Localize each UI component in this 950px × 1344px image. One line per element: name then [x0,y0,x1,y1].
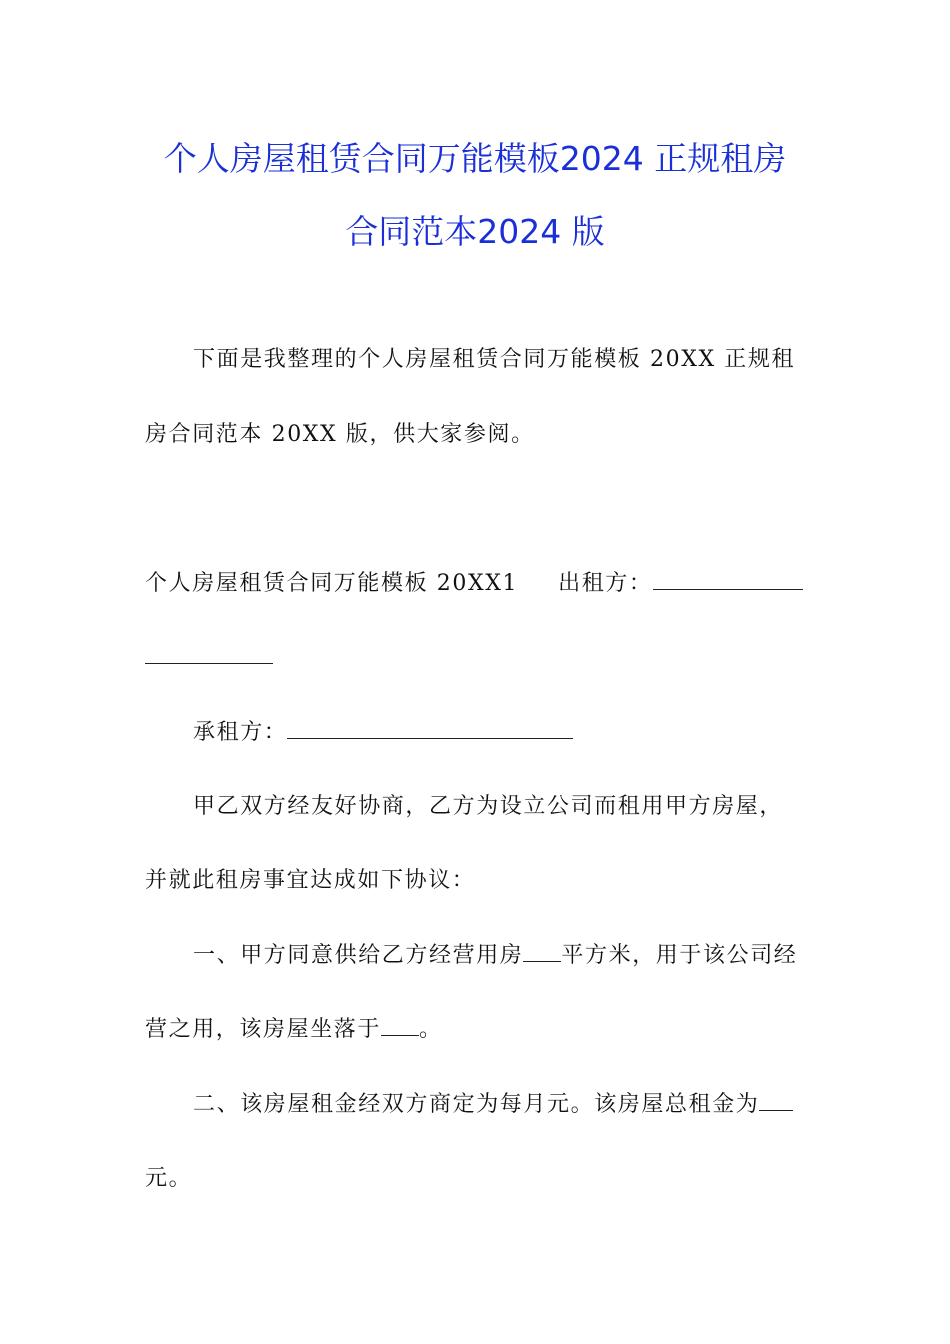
clause1-line-2 [145,1015,443,1045]
area-blank [523,941,561,962]
lessor-blank [653,569,803,590]
clause1-text-c: 营之用，该房屋坐落于 [145,1017,382,1042]
address-blank [381,1015,419,1036]
template-heading: 个人房屋租赁合同万能模板 20XX1 [145,571,519,596]
clause2-line-1 [193,1090,793,1120]
document-title-line-1: 个人房屋租赁合同万能模板2024 正规租房 [163,139,787,178]
clause2-text-a: 二、该房屋租金经双方商定为每月元。该房屋总租金为 [193,1092,760,1117]
clause1-text-d: 。 [419,1017,443,1042]
para1-line-2: 并就此租房事宜达成如下协议： [145,868,476,893]
clause2-line-2: 元。 [145,1166,193,1191]
intro-line-2: 房合同范本 20XX 版，供大家参阅。 [145,422,535,447]
lessor-blank-continued-row [145,643,273,673]
lessee-row [193,718,573,748]
lessee-label: 承租方： [193,720,288,745]
lessor-label: 出租方： [558,571,653,596]
para1-line-1: 甲乙双方经友好协商，乙方为设立公司而租用甲方房屋， [193,794,784,819]
intro-line-1: 下面是我整理的个人房屋租赁合同万能模板 20XX 正规租 [193,347,796,372]
clause1-line-1 [193,941,797,971]
clause1-text-b: 平方米，用于该公司经 [561,943,798,968]
lessee-blank [287,718,573,739]
clause1-text-a: 一、甲方同意供给乙方经营用房 [193,943,524,968]
lessor-blank-continued [145,643,273,664]
total-rent-blank [759,1090,793,1111]
template-heading-row [145,569,803,599]
document-title-line-2: 合同范本2024 版 [345,212,605,251]
